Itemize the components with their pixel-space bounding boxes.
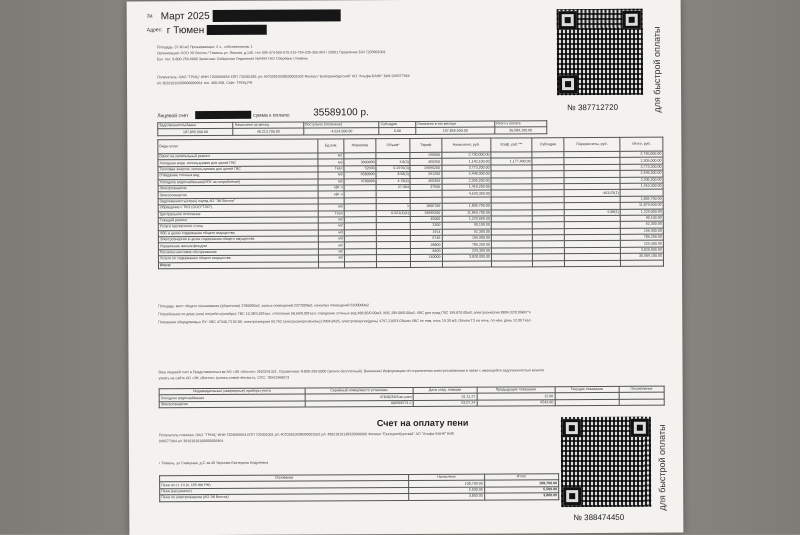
charges-cell: 35,589,100.00 <box>621 253 664 260</box>
charges-table <box>157 137 664 270</box>
charges-cell: 2,498,300.00 <box>620 170 663 177</box>
charges-cell: 229,300.00 <box>442 248 492 255</box>
charges-cell <box>377 261 411 268</box>
summary-value: 107,855,500.00 <box>158 129 234 136</box>
charges-cell <box>621 260 664 267</box>
charges-cell: 190000 <box>410 152 441 159</box>
charges-column-header: Начислено, руб. <box>441 138 491 152</box>
penalty-table <box>159 473 559 502</box>
charges-cell: 19095200 <box>410 165 441 172</box>
charges-cell: м2 <box>319 223 345 230</box>
utility-bill-sheet <box>127 0 684 535</box>
charges-cell: Холодная вода, используемая для целей ГВС <box>158 159 318 166</box>
meters-column-header: Индивидуальные (квартирные) приборы учета <box>159 388 305 395</box>
qr-side-label: для быстрой оплаты <box>651 26 663 113</box>
charges-cell: 291200 <box>410 171 441 178</box>
penalty-cell: 3,800.00 <box>484 493 558 500</box>
charges-column-header: Субсидии <box>532 138 564 152</box>
penalty-payee: 046577964 к/с 30101810100000000964 <box>158 438 224 444</box>
charges-cell: Гкал <box>319 210 345 217</box>
charges-cell: м2 <box>318 153 344 160</box>
address-text: г Тюмен <box>166 25 205 37</box>
penalty-cell: Пени по ст. 14 (п. 155 ЖК РФ) <box>160 481 409 489</box>
charges-cell: 229,300.00 <box>621 241 664 248</box>
charges-cell: 1 <box>376 204 410 211</box>
period-label: За <box>146 13 153 20</box>
charges-cell: Отведение сточных вод <box>158 172 318 179</box>
charges-cell: м3 <box>318 172 344 179</box>
payee-line: к/с 30101810100000000964 тел. 400-258, Сайт: ТРИЦ.РФ <box>157 80 253 86</box>
charges-cell: 37500 <box>410 184 441 191</box>
charges-cell: 2,206,200.00 <box>620 177 663 184</box>
charges-cell: 156,900.00 <box>620 228 663 235</box>
charges-cell: ХВС в целях содержания общего имущества <box>158 230 318 237</box>
charges-cell: 1,229,000.00 <box>620 209 663 216</box>
charges-cell: 140000 <box>411 255 442 262</box>
meters-cell: Холодное водоснабжение <box>159 394 305 401</box>
charges-cell: 3,773,200.00 <box>442 165 492 172</box>
meters-cell: Электроэнергия <box>159 401 305 408</box>
charges-cell: Взнос на капитальный ремонт <box>158 153 318 160</box>
charges-cell: Услуги по содержанию общего имущества <box>158 255 318 262</box>
amount-label: сумма к оплате: <box>253 112 291 119</box>
charges-cell: 1,229,000.00 <box>442 216 492 223</box>
charges-cell: 11,869,700.00 <box>442 210 492 217</box>
qr-code <box>561 417 651 507</box>
summary-header: Начислено за месяц <box>233 122 303 129</box>
charges-cell: м2 <box>319 255 345 262</box>
penalty-cell: Пени по электроэнергии (АО ЭК Восток) <box>160 494 409 502</box>
penalty-address: г Тюмень, ул Северная, д.2, кв.40 Чернова Екатерина Андреевна <box>159 460 269 466</box>
penalty-cell: 5,500.00 <box>484 486 558 493</box>
charges-cell: 786,200.00 <box>621 234 664 241</box>
charges-cell: 4780000 <box>344 178 376 185</box>
penalty-payee: Получатель платежа: ОАО "ТРИЦ" ИНН 7204056654 КПП 720301001 р/с 40702810938030001502 р/с 40821810138320000006 Филиал "Екатеринбургский" АО "Альфа-БАНК" БИК <box>158 431 455 438</box>
charges-cell: 2,206,200.00 <box>442 178 492 185</box>
summary-header: Итого к оплате <box>495 121 547 128</box>
charges-cell: Электроэнергия <box>158 191 318 198</box>
charges-cell <box>564 260 620 267</box>
table-row <box>159 399 664 408</box>
charges-cell <box>492 260 533 267</box>
qr-number: № 388474450 <box>573 512 625 523</box>
charges-cell: Тепловая энергия, используемая для целей ГВС <box>158 166 318 173</box>
charges-column-header: Перерасчеты, руб. <box>564 137 620 151</box>
charges-cell: 52,300.00 <box>620 221 663 228</box>
meters-table <box>159 386 665 409</box>
charges-column-header: Норматив <box>344 139 376 153</box>
recipient-line: Бух. тел. 8-800-250-6006 Запасная: Сибирская Отделение №9494 ГАО Сбербанк г.Тюмень <box>156 56 308 62</box>
meters-column-header: Серийный номер/место установки <box>305 387 414 394</box>
charges-cell: м3 <box>319 236 345 243</box>
charges-cell: Задолженность(страх) перед АО "ЭК"Восток" <box>158 198 318 205</box>
note-line: Показания общедомовых ПУ: ХВС 47340,73 82.86; электроэнергия 93.762 (электроэнергия(ночь)) 9904,8425; электроэнергия(день) 4797.21653;Объем ХВС по ним, ночь 19.30 м3; Объем Т3 на ночь, по нем, день 12.00 Гкал <box>158 318 531 325</box>
redaction-bar <box>213 9 341 22</box>
charges-cell: Управление жилым фондом <box>158 242 318 249</box>
summary-header: Поступило (оплачено) <box>303 122 379 129</box>
charges-cell: 90,100.00 <box>620 215 663 222</box>
charges-cell: 3300 <box>411 223 442 230</box>
summary-header: Оплачено в тек.месяце <box>416 121 495 128</box>
penalty-cell: 5,500.00 <box>409 487 484 494</box>
payee-line: Получатель: ОАО "ТРИЦ" ИНН 7204056654 КПП 720301001 р/с 40702810938030001502 Филиал "Екатеринбургский" АО "Альфа-БАНК" БИК 046577964 <box>156 73 410 80</box>
charges-cell: 3.8(3) <box>376 159 410 166</box>
charges-cell: Холодное водоснабжение(ИПУ на потребление) <box>158 179 318 186</box>
table-row <box>160 493 559 501</box>
charges-cell: кВт·ч <box>318 191 344 198</box>
charges-cell <box>319 261 345 268</box>
charges-cell: кВт·ч <box>318 185 344 192</box>
charges-cell: 4.78(4) <box>376 178 410 185</box>
charges-cell: 0.521(4)(1) <box>376 210 410 217</box>
charges-cell: Гкал <box>318 166 344 173</box>
summary-header: Задолженность/Аванс <box>158 122 234 129</box>
charges-cell: 3600000 <box>344 159 376 166</box>
charges-cell: 2,730,000.00 <box>441 152 491 159</box>
charges-cell: 3,820,000.00 <box>621 247 664 254</box>
meters-cell: 12.00 <box>477 393 555 400</box>
charges-cell: 786,200.00 <box>442 242 492 249</box>
charges-cell: 6580000 <box>344 172 376 179</box>
charges-cell: 3,820,000.00 <box>442 254 492 261</box>
penalty-cell: 3,800.00 <box>409 493 484 500</box>
meters-cell: 01.11.27 <box>413 394 477 401</box>
charges-cell: Обращение с ТКО (ООО"ТЭО") <box>158 204 318 211</box>
charges-column-header: Тариф <box>410 138 441 152</box>
charges-cell <box>533 260 565 267</box>
charges-cell: 156,900.00 <box>442 235 492 242</box>
summary-value: 107,855,500.00 <box>416 127 495 134</box>
charges-cell: 1,410,200.00 <box>620 183 663 190</box>
charges-cell <box>344 261 376 268</box>
qr-side-label: для быстрой оплаты <box>656 424 668 511</box>
charges-cell: м2 <box>319 249 345 256</box>
penalty-column-header: Итого <box>484 474 558 481</box>
charges-cell: 1,806,700.00 <box>442 203 492 210</box>
meters-column-header: Потребление <box>619 386 664 393</box>
charges-cell: 1914 <box>411 229 442 236</box>
total-label: Итого: <box>158 262 318 269</box>
charges-cell: 3,773,200.00 <box>620 164 663 171</box>
summary-value: -4,624,500.00 <box>303 128 379 135</box>
charges-cell: 8.58(3) <box>376 172 410 179</box>
redaction-bar <box>207 25 267 35</box>
meters-cell: 03.07.24 <box>413 400 477 407</box>
charges-column-header: Итого, руб. <box>620 137 663 151</box>
charges-cell: Центральное отопление <box>158 210 318 217</box>
meters-cell <box>555 399 619 406</box>
charges-cell: Текущий ремонт <box>158 217 318 224</box>
charges-cell: 4,620,300.00 <box>442 190 492 197</box>
charges-cell: 5746 <box>411 235 442 242</box>
charges-cell: м3 <box>318 159 344 166</box>
charges-cell: 0.1976(3) <box>376 165 410 172</box>
charges-cell: м3 <box>318 204 344 211</box>
charges-cell: м2 <box>319 217 345 224</box>
penalty-column-header: Основание <box>160 474 409 482</box>
meters-column-header: Дата след. поверки <box>413 387 477 394</box>
recipient-line: Организация: ООО УК Восток / Тюмень ул. Ямская, д.140, тел 395-474-555-675-219-754-235-355-954 / 25001 Правление Б/И 7203001001 <box>156 50 386 56</box>
charges-cell: 90,100.00 <box>442 222 492 229</box>
charges-cell: 1,177,400.00 <box>491 158 532 165</box>
redaction-bar <box>195 111 251 119</box>
meters-cell <box>619 399 664 406</box>
charges-cell: 1,410,200.00 <box>442 184 492 191</box>
meters-cell: 6543.00 <box>477 399 555 406</box>
charges-cell: 52,300.00 <box>442 229 492 236</box>
charges-cell: 45000 <box>411 216 442 223</box>
qr-number: № 387712720 <box>567 102 619 113</box>
charges-cell: Услуги паспортного стола <box>158 223 318 230</box>
penalty-cell: Пени (кап.ремонт) <box>160 487 409 495</box>
charges-column-header: Виды услуг <box>158 139 318 154</box>
summary-table <box>157 120 547 136</box>
charges-cell: Электроэнергия <box>158 185 318 192</box>
meters-cell: 006566/Т3 С <box>305 400 414 407</box>
summary-value: 0.00 <box>379 128 416 135</box>
summary-value: 40,213,700.00 <box>233 128 303 135</box>
account-label: Лицевой счет <box>157 113 189 120</box>
bill-period: Март 2025 <box>160 11 210 23</box>
penalty-cell: 108,700.00 <box>409 480 484 487</box>
total-row <box>158 260 663 269</box>
charges-cell: 11,879,500.00 <box>620 202 663 209</box>
charges-cell: -463,03(1) <box>564 190 620 197</box>
address-label: Адрес: <box>146 27 163 34</box>
charges-cell: 8400 <box>411 248 442 255</box>
charges-cell: 2,498,300.00 <box>442 171 492 178</box>
penalty-cell: 108,700.00 <box>484 480 558 487</box>
penalty-column-header: Начислено <box>409 474 484 481</box>
charges-cell <box>411 261 442 268</box>
charges-cell: м3 <box>318 178 344 185</box>
recipient-line: Площадь: 37.40 м2 Проживающих: 2 ч., собственников: 1 <box>156 44 253 50</box>
penalty-title: Счет на оплату пени <box>376 417 469 429</box>
charges-cell: 2,730,000.00 <box>620 151 663 158</box>
charges-cell: 27,904 <box>376 184 410 191</box>
charges-cell: 1,140,100.00 <box>441 158 491 165</box>
charges-cell: Расчетно-кассовое обслуживание <box>158 249 318 256</box>
charges-cell: 1806700 <box>410 203 441 210</box>
qr-code <box>557 9 643 95</box>
charges-cell: 1,806,700.00 <box>620 196 663 203</box>
info-line: Ваш лицевой счет в Представительстве АО «ЭК «Восток» 2603241321. Справочная: 8-800-250-6006 (звонок бесплатный). Внимание! Информацию об ограничении электроснабжения в связи с имеющейся задолженностью можете <box>158 368 545 375</box>
note-line: Площадь: мест общего пользования (уборочная) 3780000м2, жилых помещений 2372000м2, нежилых помещений 6100000м2 <box>158 303 369 309</box>
summary-header: Субсидии <box>379 121 416 128</box>
charges-cell: м3 <box>319 230 345 237</box>
meters-cell: 47848256/Сан.узел <box>305 394 414 401</box>
charges-cell: 19095200 <box>411 210 442 217</box>
charges-cell: 52030 <box>344 165 376 172</box>
meters-column-header: Предыдущие показания <box>477 387 555 394</box>
charges-cell: Электроэнергия в целях содержания общего имущества <box>158 236 318 243</box>
charges-column-header: Коэф. руб.*** <box>491 138 532 152</box>
summary-value: 35,589,100.00 <box>495 127 547 134</box>
amount-to-pay: 35589100 р. <box>313 107 369 119</box>
charges-column-header: Ед.изм. <box>318 139 344 153</box>
charges-cell: м2 <box>319 242 345 249</box>
charges-column-header: Объем* <box>376 138 410 152</box>
charges-cell: 2,305,000.00 <box>620 158 663 165</box>
note-line: Потребление по дому (ноя) потребл-е(ноябрь): ГВС 10,38/3,00Гкал, отопление 58,56/0,00Гкал; отведение сточных вод 488.85/0.00м3; ХВС 289.08/0.00м3, ХВС для нужд ГВС 199,870.00м3, электроэнергия 8804.32/0.00кВт*ч <box>158 310 531 317</box>
charges-cell: 28800 <box>411 242 442 249</box>
meters-column-header: Текущие показания <box>555 386 619 393</box>
charges-cell: 450350 <box>410 159 441 166</box>
charges-cell: 5,88(1) <box>564 209 620 216</box>
charges-cell <box>442 261 492 268</box>
charges-cell: 450350 <box>410 178 441 185</box>
info-line: узнать на сайте АО «ЭК «Восток» tyumen.vostok-electra.ru, СПС: 78941968673 <box>158 375 290 381</box>
